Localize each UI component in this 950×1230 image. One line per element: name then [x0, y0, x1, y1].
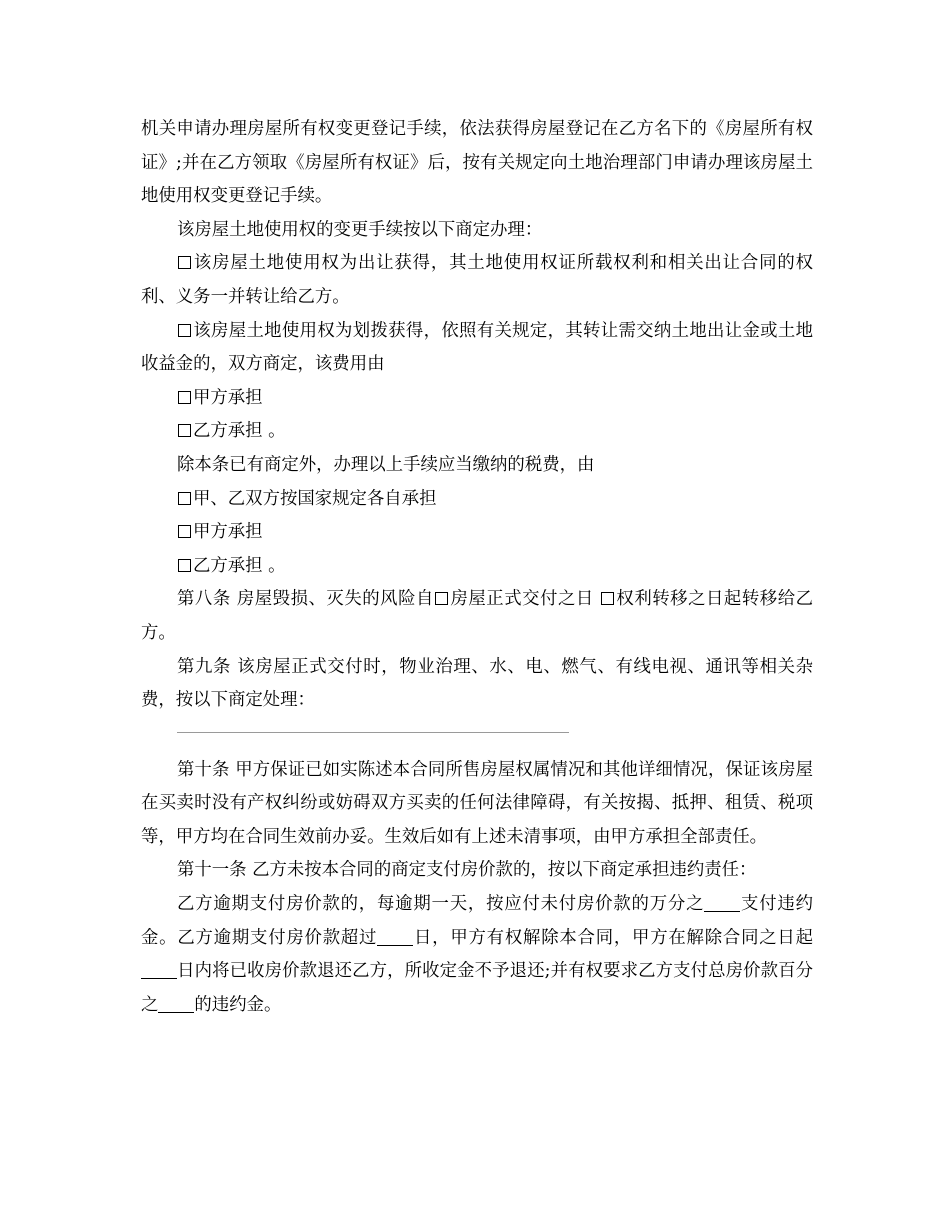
article-11: 第十一条 乙方未按本合同的商定支付房价款的，按以下商定承担违约责任： [177, 860, 757, 881]
checkbox-icon[interactable] [435, 592, 448, 605]
checkbox-option [141, 247, 813, 314]
checkbox-option [141, 382, 813, 416]
clause-text: 日，甲方有权解除本合同，甲方在解除合同之日起 [413, 927, 813, 948]
clause-text: 支付违约金。乙方逾期支付房价款超过 [141, 894, 813, 948]
article-8 [141, 583, 813, 650]
clause-text: 乙方逾期支付房价款的，每逾期一天，按应付未付房价款的万分之 [177, 894, 705, 915]
blank-field[interactable] [704, 894, 740, 912]
checkbox-icon[interactable] [601, 592, 614, 605]
paragraph: 除本条已有商定外，办理以上手续应当缴纳的税费，由 [177, 454, 595, 475]
checkbox-icon[interactable] [178, 256, 191, 269]
checkbox-icon[interactable] [178, 559, 191, 572]
article-text: 第八条 房屋毁损、灭失的风险自 [177, 589, 434, 610]
paragraph: 机关申请办理房屋所有权变更登记手续，依法获得房屋登记在乙方名下的《房屋所有权证》;并在乙方领取《房屋所有权证》后，按有关规定向土地治理部门申请办理该房屋土地使用权变更登记手续。 [141, 119, 813, 207]
checkbox-icon[interactable] [178, 391, 191, 404]
blank-field[interactable] [141, 961, 177, 979]
checkbox-option [141, 415, 813, 449]
underline-rule [177, 732, 569, 733]
option-label: 该房屋土地使用权为划拨获得，依照有关规定，其转让需交纳土地出让金或土地收益金的，双方商定，该费用由 [141, 320, 813, 375]
option-label: 甲、乙双方按国家规定各自承担 [193, 488, 437, 509]
article-10: 第十条 甲方保证已如实陈述本合同所售房屋权属情况和其他详细情况，保证该房屋在买卖时没有产权纠纷或妨碍双方买卖的任何法律障碍，有关按揭、抵押、租赁、税项等，甲方均在合同生效前办妥。生效后如有上述未清事项，由甲方承担全部责任。 [141, 759, 813, 847]
blank-field[interactable] [158, 994, 194, 1012]
contract-page [141, 113, 813, 1022]
clause-text: 的违约金。 [194, 994, 282, 1015]
clause-text: 日内将已收房价款退还乙方，所收定金不予退还;并有权要求乙方支付总房价款百分之 [141, 961, 813, 1015]
checkbox-option [141, 483, 813, 517]
checkbox-icon[interactable] [178, 424, 191, 437]
option-label: 乙方承担 。 [193, 555, 286, 576]
checkbox-icon[interactable] [178, 324, 191, 337]
checkbox-option [141, 516, 813, 550]
paragraph: 该房屋土地使用权的变更手续按以下商定办理： [177, 219, 543, 240]
checkbox-option [141, 315, 813, 382]
option-label: 乙方承担 。 [193, 421, 286, 442]
option-label: 甲方承担 [193, 387, 263, 408]
option-label: 甲方承担 [193, 522, 263, 543]
checkbox-icon[interactable] [178, 492, 191, 505]
option-label: 房屋正式交付之日 [449, 589, 600, 610]
blank-field[interactable] [377, 927, 413, 945]
fill-in-line[interactable] [141, 720, 813, 750]
option-label: 权利转移之日起转移给乙方。 [141, 589, 814, 643]
checkbox-option [141, 550, 813, 584]
penalty-clause [141, 888, 813, 1022]
article-9: 第九条 该房屋正式交付时，物业治理、水、电、燃气、有线电视、通讯等相关杂费，按以下商定处理： [141, 656, 813, 711]
checkbox-icon[interactable] [178, 525, 191, 538]
option-label: 该房屋土地使用权为出让获得，其土地使用权证所载权利和相关出让合同的权利、义务一并转让给乙方。 [141, 253, 813, 307]
